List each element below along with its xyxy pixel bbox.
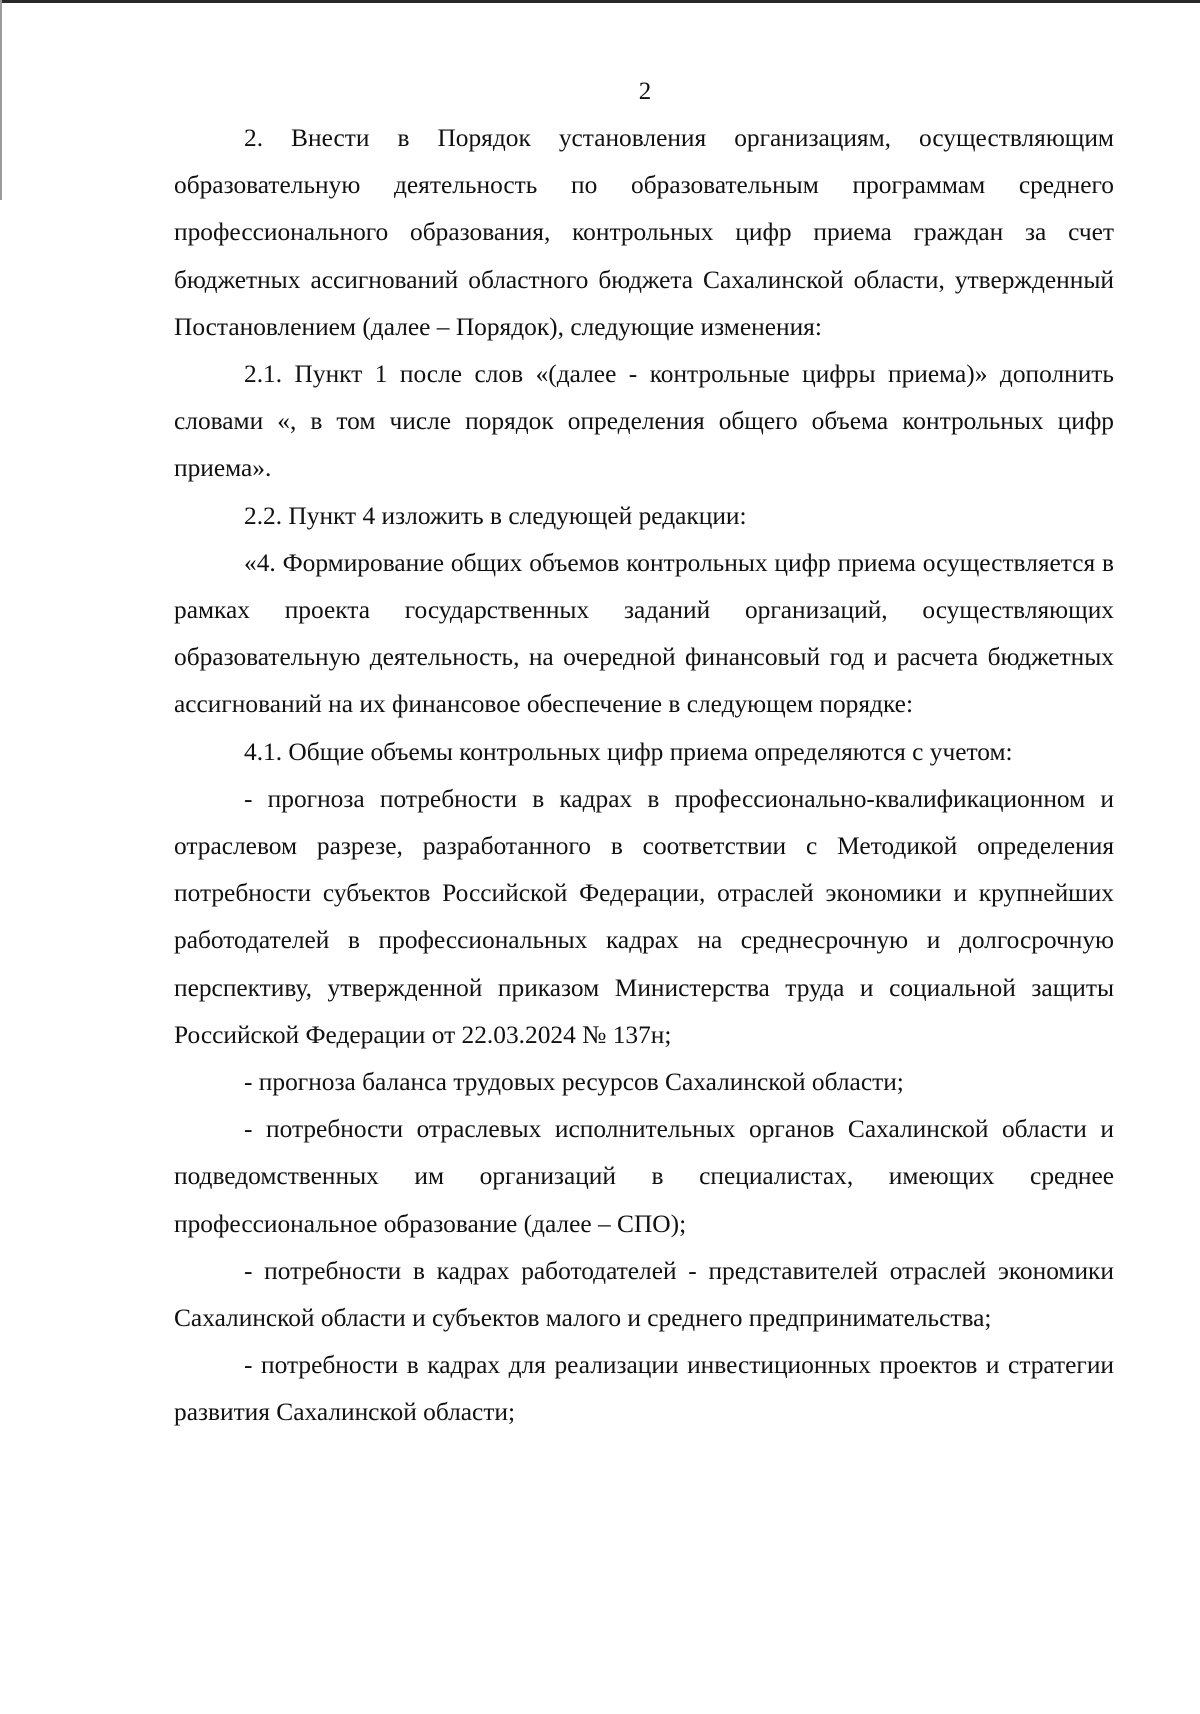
paragraph-item-4: «4. Формирование общих объемов контрольных цифр приема осуществляется в рамках проекта государственных заданий организаций, осуществляющих образовательную деятельность, на очередной финансовый год и расчета бюджетных ассигнований на их финансовое обеспечение в следующем порядке: <box>174 548 1114 719</box>
top-border-line <box>0 0 1200 3</box>
list-item-staff-forecast: - прогноза потребности в кадрах в профессионально-квалификационном и отраслевом разрезе, разработанного в соответствии с Методикой определения потребности субъектов Российской Федерации, отраслей экономики и крупнейших работодателей в профессиональных кадрах на среднесрочную и долгосрочную перспективу, утвержденной приказом Министерства труда и социальной защиты Российской Федерации от 22.03.2024 № 137н; <box>174 784 1114 1049</box>
page-number: 2 <box>638 78 652 105</box>
paragraph-item-4-1: 4.1. Общие объемы контрольных цифр приема определяются с учетом: <box>244 737 1013 766</box>
list-item-employers-needs: - потребности в кадрах работодателей - представителей отраслей экономики Сахалинской области и субъектов малого и среднего предпринимательства; <box>174 1256 1114 1333</box>
document-body <box>174 115 1114 1437</box>
list-item-executive-bodies-needs: - потребности отраслевых исполнительных органов Сахалинской области и подведомственных им организаций в специалистах, имеющих среднее профессиональное образование (далее – СПО); <box>174 1115 1114 1238</box>
paragraph-item-2-2: 2.2. Пункт 4 изложить в следующей редакции: <box>244 501 747 530</box>
paragraph-item-2-1: 2.1. Пункт 1 после слов «(далее - контрольные цифры приема)» дополнить словами «, в том числе порядок определения общего объема контрольных цифр приема». <box>174 360 1114 483</box>
list-item-labor-balance: - прогноза баланса трудовых ресурсов Сахалинской области; <box>244 1068 904 1097</box>
paragraph-amend-procedure: 2. Внести в Порядок установления организациям, осуществляющим образовательную деятельность по образовательным программам среднего профессионального образования, контрольных цифр приема граждан за счет бюджетных ассигнований областного бюджета Сахалинской области, утвержденный Постановлением (далее – Порядок), следующие изменения: <box>174 124 1114 341</box>
list-item-investment-projects: - потребности в кадрах для реализации инвестиционных проектов и стратегии развития Сахалинской области; <box>174 1351 1114 1427</box>
